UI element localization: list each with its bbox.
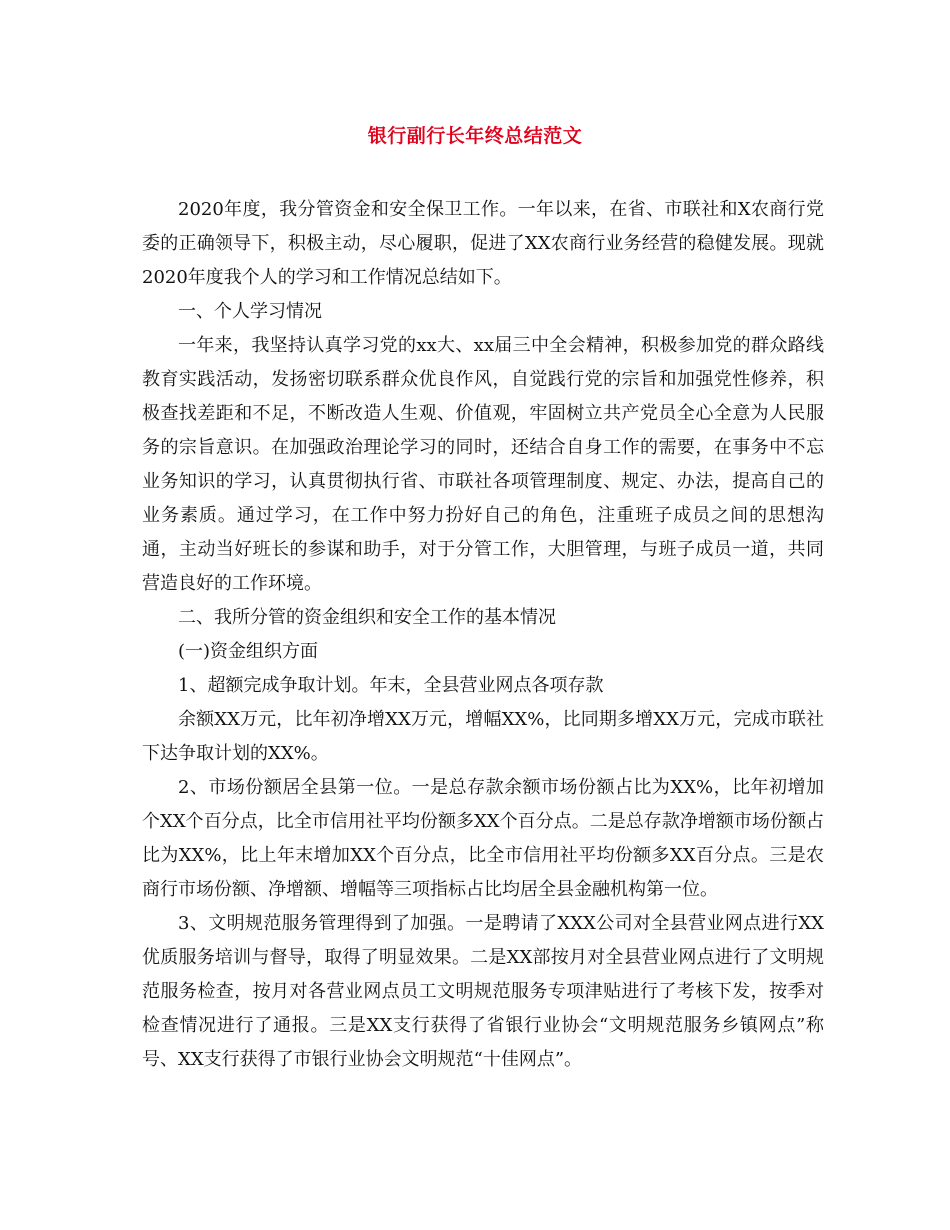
document-title: 银行副行长年终总结范文 xyxy=(367,125,583,147)
section-heading-work-overview: 二、我所分管的资金组织和安全工作的基本情况 xyxy=(178,607,556,628)
section-heading-personal-study: 一、个人学习情况 xyxy=(178,301,322,322)
paragraph-item-2: 2、市场份额居全县第一位。一是总存款余额市场份额占比为XX%，比年初增加个XX个百分点，比全市信用社平均份额多XX个百分点。二是总存款净增额市场份额占比为XX%，比上年末增加XX个百分点，比全市信用社平均份额多XX百分点。三是农商行市场份额、净增额、增幅等三项指标占比均居全县金融机构第一位。 xyxy=(142,777,824,900)
paragraph-personal-study: 一年来，我坚持认真学习党的xx大、xx届三中全会精神，积极参加党的群众路线教育实践活动，发扬密切联系群众优良作风，自觉践行党的宗旨和加强党性修养，积极查找差距和不足，不断改造人生观、价值观，牢固树立共产党员全心全意为人民服务的宗旨意识。在加强政治理论学习的同时，还结合自身工作的需要，在事务中不忘业务知识的学习，认真贯彻执行省、市联社各项管理制度、规定、办法，提高自己的业务素质。通过学习，在工作中努力扮好自己的角色，注重班子成员之间的思想沟通，主动当好班长的参谋和助手，对于分管工作，大胆管理，与班子成员一道，共同营造良好的工作环境。 xyxy=(142,335,824,594)
paragraph-item-1-detail: 余额XX万元，比年初净增XX万元，增幅XX%，比同期多增XX万元，完成市联社下达争取计划的XX%。 xyxy=(142,709,824,764)
paragraph-item-3: 3、文明规范服务管理得到了加强。一是聘请了XXX公司对全县营业网点进行XX优质服务培训与督导，取得了明显效果。二是XX部按月对全县营业网点进行了文明规范服务检查，按月对各营业网点员工文明规范服务专项津贴进行了考核下发，按季对检查情况进行了通报。三是XX支行获得了省银行业协会“文明规范服务乡镇网点”称号、XX支行获得了市银行业协会文明规范“十佳网点”。 xyxy=(142,913,824,1070)
paragraph-intro: 2020年度，我分管资金和安全保卫工作。一年以来，在省、市联社和X农商行党委的正确领导下，积极主动，尽心履职，促进了XX农商行业务经营的稳健发展。现就2020年度我个人的学习和工作情况总结如下。 xyxy=(142,199,824,288)
document-body xyxy=(142,193,824,1077)
subsection-heading-fund-organization: (一)资金组织方面 xyxy=(178,641,319,662)
paragraph-item-1-heading: 1、超额完成争取计划。年末，全县营业网点各项存款 xyxy=(178,675,604,696)
